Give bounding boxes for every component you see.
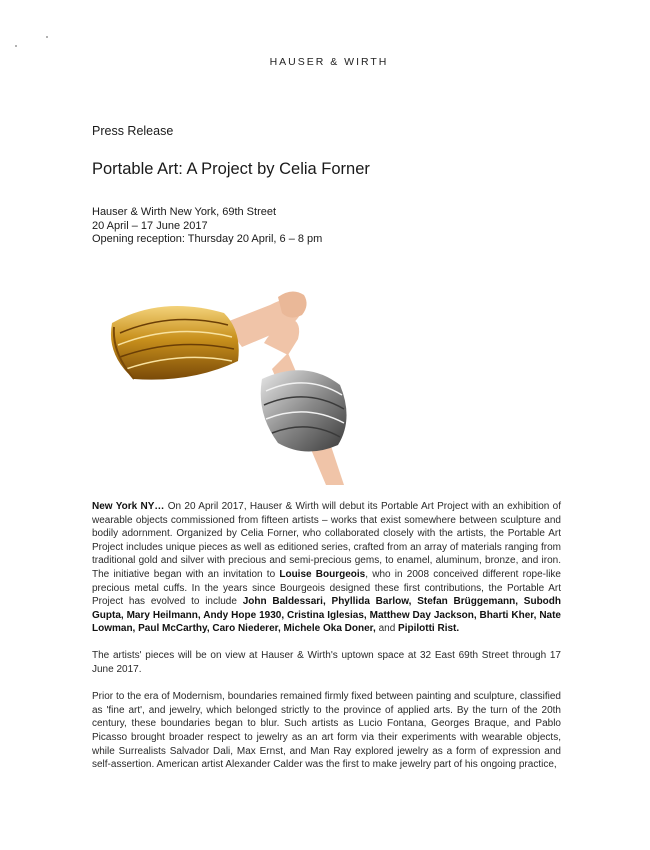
intro-paragraph: New York NY… On 20 April 2017, Hauser & Wirth will debut its Portable Art Project with an exhibition of wearable objects commissioned from fifteen artists – works that exist somewhere between sculpture and bodily adornment. Organized by Celia Forner, who collaborated closely with the artists, the Portable Art Project includes unique pieces as well as editioned series, crafted from an array of materials ranging from traditional gold and silver with precious and semi-precious gems, to enamel, aluminum, bronze, and iron. The initiative began with an invitation to Louise Bourgeois, who in 2008 conceived different rope-like precious metal cuffs. In the years since Bourgeois designed these first contributions, the Portable Art Project has evolved to include John Baldessari, Phyllida Barlow, Stefan Brüggemann, Subodh Gupta, Mary Heilmann, Andy Hope 1930, Cristina Iglesias, Matthew Day Jackson, Bharti Kher, Nate Lowman, Paul McCarthy, Caro Niederer, Michele Oka Doner, and Pipilotti Rist. <box>92 501 562 635</box>
exhibition-dates: 20 April – 17 June 2017 <box>92 219 208 232</box>
page-title: Portable Art: A Project by Celia Forner <box>92 160 370 178</box>
opening-reception: Opening reception: Thursday 20 April, 6 – 8 pm <box>92 233 323 245</box>
body-text <box>92 500 561 785</box>
doc-type-label: Press Release <box>92 124 174 138</box>
artist-name: Louise Bourgeois <box>279 568 366 580</box>
exhibition-info <box>92 206 322 247</box>
bracelets-photo <box>92 283 364 485</box>
artist-name: Pipilotti Rist. <box>398 623 460 635</box>
view-paragraph: The artists' pieces will be on view at Hauser & Wirth's uptown space at 32 East 69th Street through 17 June 2017. <box>92 650 561 676</box>
scan-speck <box>15 45 17 47</box>
history-paragraph: Prior to the era of Modernism, boundaries remained firmly fixed between painting and sculpture, classified as 'fine art', and jewelry, which belonged strictly to the province of applied arts. By the turn of the 20th century, these boundaries began to blur. Such artists as Lucio Fontana, Georges Braque, and Pablo Picasso brought broader respect to jewelry as an art form via their experiments with wearable objects, while Surrealists Salvador Dali, Max Ernst, and Man Ray explored jewelry as a form of expression and self-assertion. American artist Alexander Calder was the first to make jewelry part of his ongoing practice, <box>92 691 561 771</box>
dateline: New York NY… <box>92 501 165 512</box>
gallery-logo: HAUSER & WIRTH <box>269 56 389 68</box>
artist-list: John Baldessari, Phyllida Barlow, Stefan Brüggemann, Subodh Gupta, Mary Heilmann, Andy Hope 1930, Cristina Iglesias, Matthew Day Jackson, Bharti Kher, Nate Lowman, Paul McCarthy, Caro Niederer, Michele Oka Doner, <box>92 596 562 635</box>
scan-speck <box>46 36 48 38</box>
venue: Hauser & Wirth New York, 69th Street <box>92 206 277 218</box>
